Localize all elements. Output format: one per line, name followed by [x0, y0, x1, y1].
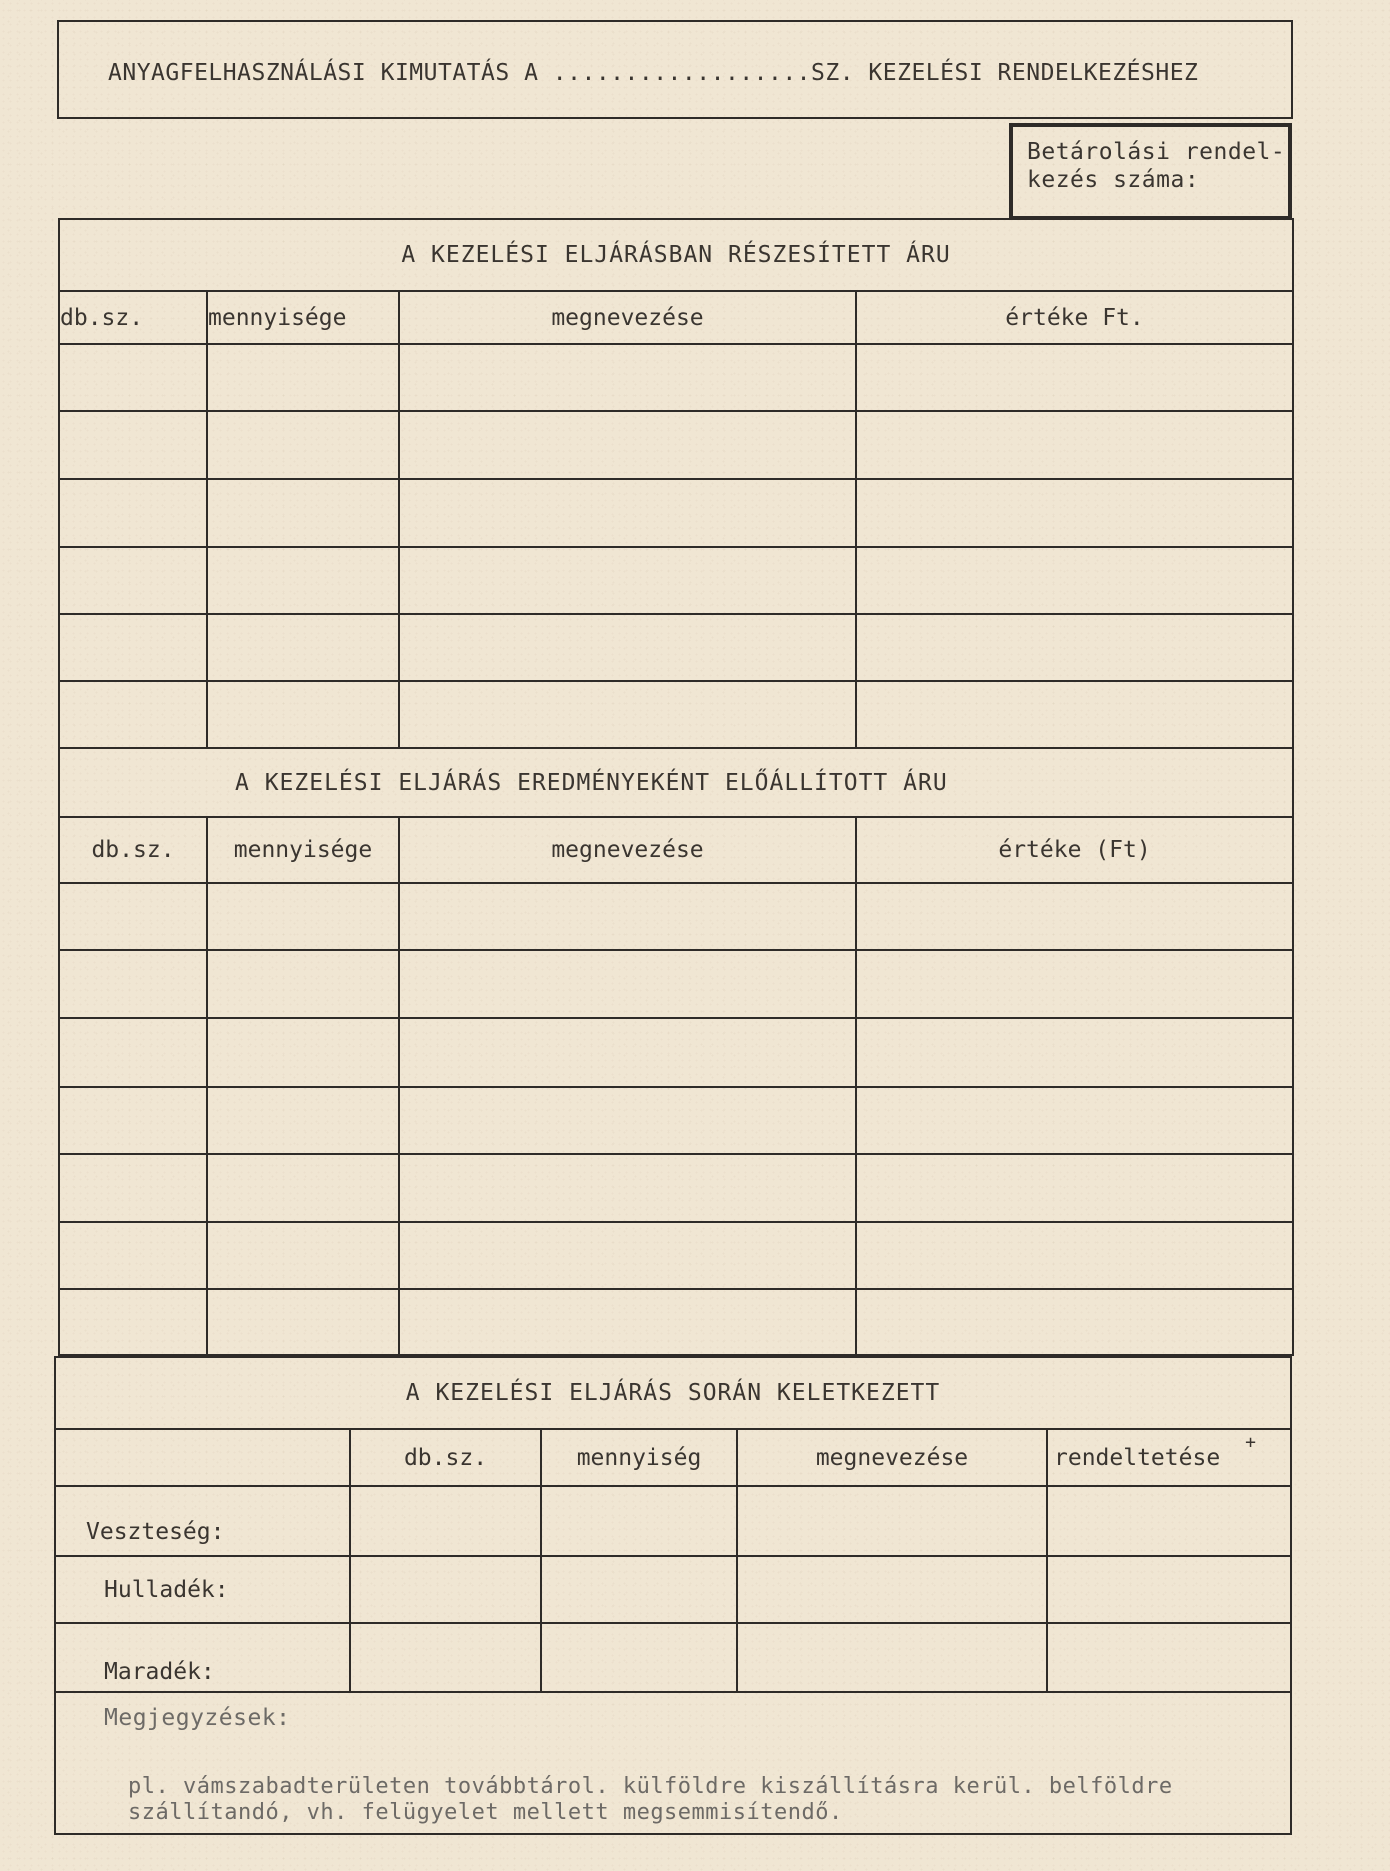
- notes-area[interactable]: [55, 1692, 1291, 1834]
- table-cell[interactable]: [59, 681, 207, 748]
- section1-col-mennyisege: mennyisége: [207, 291, 399, 344]
- table-cell[interactable]: [541, 1623, 737, 1692]
- table-cell[interactable]: [399, 1087, 856, 1154]
- table-cell[interactable]: [399, 411, 856, 479]
- betarolasi-label-line1: Betárolási rendel-: [1027, 139, 1286, 165]
- section1-col-megnevezese: megnevezése: [399, 291, 856, 344]
- table-cell[interactable]: [207, 1222, 399, 1289]
- table-cell[interactable]: [59, 614, 207, 681]
- table-cell[interactable]: [207, 547, 399, 614]
- section3-title: A KEZELÉSI ELJÁRÁS SORÁN KELETKEZETT: [55, 1357, 1291, 1429]
- section2-col-dbsz: db.sz.: [59, 817, 207, 883]
- section2-col-mennyisege: mennyisége: [207, 817, 399, 883]
- table-cell[interactable]: [350, 1486, 541, 1556]
- table-cell[interactable]: [1047, 1486, 1291, 1556]
- betarolasi-box[interactable]: [1009, 123, 1292, 220]
- section1-title: A KEZELÉSI ELJÁRÁSBAN RÉSZESÍTETT ÁRU: [59, 219, 1293, 291]
- row-label-maradek: Maradék:: [55, 1623, 350, 1692]
- betarolasi-label-line2: kezés száma:: [1027, 167, 1200, 193]
- table-cell[interactable]: [399, 681, 856, 748]
- table-cell[interactable]: [207, 411, 399, 479]
- table-cell[interactable]: [207, 681, 399, 748]
- table-cell[interactable]: [1047, 1623, 1291, 1692]
- form-title-box: [57, 20, 1293, 119]
- table-cell[interactable]: [59, 547, 207, 614]
- table-cell[interactable]: [399, 479, 856, 547]
- section3-col-dbsz: db.sz.: [350, 1429, 541, 1486]
- table-cell[interactable]: [737, 1486, 1047, 1556]
- table-cell[interactable]: [856, 1018, 1293, 1087]
- byproduct-table: [54, 1356, 1292, 1835]
- table-cell[interactable]: [399, 883, 856, 950]
- table-cell[interactable]: [399, 1018, 856, 1087]
- footnote-mark: +: [1245, 1432, 1257, 1453]
- table-cell[interactable]: [856, 1154, 1293, 1222]
- table-cell[interactable]: [856, 1289, 1293, 1355]
- table-cell[interactable]: [59, 1154, 207, 1222]
- table-cell[interactable]: [207, 1087, 399, 1154]
- footnote-line2: szállítandó, vh. felügyelet mellett megsemmisítendő.: [128, 1800, 843, 1825]
- table-cell[interactable]: [856, 411, 1293, 479]
- table-cell[interactable]: [541, 1556, 737, 1623]
- table-cell[interactable]: [856, 681, 1293, 748]
- table-cell[interactable]: [399, 547, 856, 614]
- table-cell[interactable]: [399, 1222, 856, 1289]
- table-cell[interactable]: [207, 1018, 399, 1087]
- footnote-line1: pl. vámszabadterületen továbbtárol. külföldre kiszállításra kerül. belföldre: [128, 1774, 1173, 1799]
- table-cell[interactable]: [207, 1289, 399, 1355]
- table-cell[interactable]: [59, 1018, 207, 1087]
- section2-col-megnevezese: megnevezése: [399, 817, 856, 883]
- title-fill-in-dots[interactable]: ..................: [552, 60, 812, 86]
- table-cell[interactable]: [350, 1623, 541, 1692]
- table-cell[interactable]: [59, 344, 207, 411]
- table-cell[interactable]: [207, 883, 399, 950]
- table-cell[interactable]: [59, 1087, 207, 1154]
- table-cell[interactable]: [399, 1154, 856, 1222]
- table-cell[interactable]: [856, 950, 1293, 1018]
- table-cell[interactable]: [59, 479, 207, 547]
- section3-col-mennyiseg: mennyiség: [541, 1429, 737, 1486]
- table-cell[interactable]: [59, 1222, 207, 1289]
- table-cell[interactable]: [399, 1289, 856, 1355]
- row-label-hulladek: Hulladék:: [55, 1556, 350, 1623]
- table-cell[interactable]: [856, 479, 1293, 547]
- table-cell[interactable]: [207, 479, 399, 547]
- table-cell[interactable]: [59, 950, 207, 1018]
- section3-col-rendeltetese: [1047, 1429, 1291, 1486]
- form-title: ANYAGFELHASZNÁLÁSI KIMUTATÁS A ..................SZ. KEZELÉSI RENDELKEZÉSHEZ: [108, 60, 1199, 86]
- table-cell[interactable]: [207, 344, 399, 411]
- table-cell[interactable]: [207, 950, 399, 1018]
- row-label-veszteseg: Veszteség:: [55, 1486, 350, 1556]
- section3-col-rendeltetese-label: rendeltetése: [1054, 1444, 1221, 1471]
- table-cell[interactable]: [59, 411, 207, 479]
- goods-table: [58, 218, 1294, 1356]
- section2-title: A KEZELÉSI ELJÁRÁS EREDMÉNYEKÉNT ELŐÁLLÍTOTT ÁRU: [59, 748, 1293, 817]
- table-cell[interactable]: [856, 1222, 1293, 1289]
- table-cell[interactable]: [399, 950, 856, 1018]
- table-cell[interactable]: [737, 1556, 1047, 1623]
- table-cell[interactable]: [207, 614, 399, 681]
- table-cell[interactable]: [856, 547, 1293, 614]
- table-cell[interactable]: [399, 344, 856, 411]
- section2-col-erteke: értéke (Ft): [856, 817, 1293, 883]
- table-cell[interactable]: [856, 883, 1293, 950]
- table-cell[interactable]: [856, 344, 1293, 411]
- section1-col-erteke: értéke Ft.: [856, 291, 1293, 344]
- table-cell[interactable]: [207, 1154, 399, 1222]
- table-cell[interactable]: [59, 1289, 207, 1355]
- table-cell[interactable]: [541, 1486, 737, 1556]
- table-cell[interactable]: [856, 614, 1293, 681]
- table-cell[interactable]: [737, 1623, 1047, 1692]
- table-cell[interactable]: [350, 1556, 541, 1623]
- section1-col-dbsz: db.sz.: [59, 291, 207, 344]
- table-cell[interactable]: [856, 1087, 1293, 1154]
- table-cell[interactable]: [59, 883, 207, 950]
- section3-corner-cell: [55, 1429, 350, 1486]
- table-cell[interactable]: [399, 614, 856, 681]
- section3-col-megnevezese: megnevezése: [737, 1429, 1047, 1486]
- notes-label: Megjegyzések:: [104, 1705, 291, 1731]
- table-cell[interactable]: [1047, 1556, 1291, 1623]
